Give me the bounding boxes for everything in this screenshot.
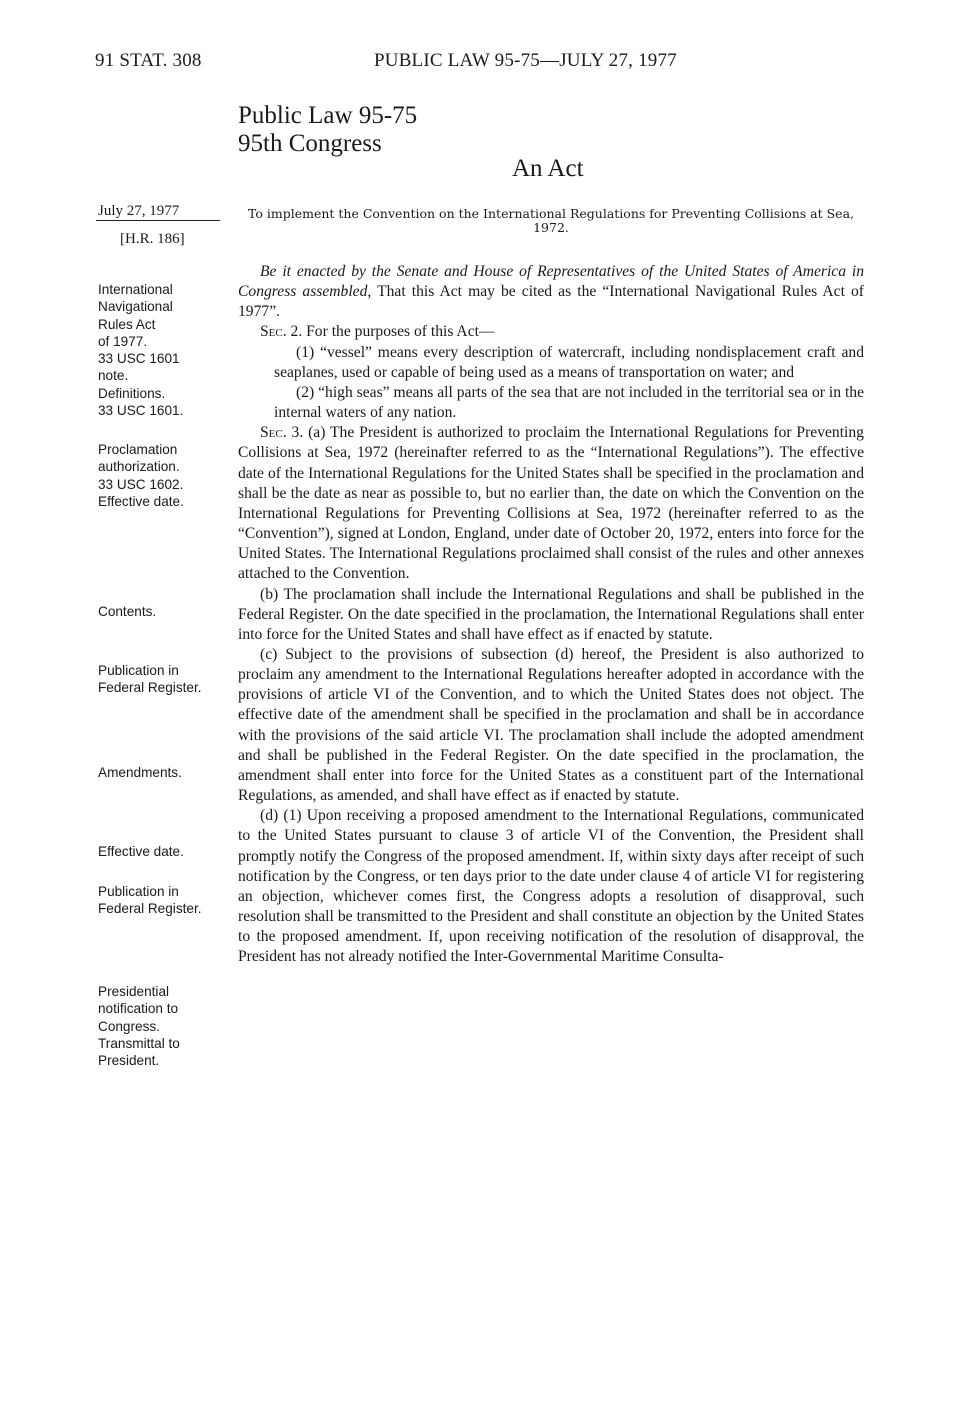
- law-designation: [238, 102, 417, 158]
- margin-note-contents: Contents.: [98, 604, 157, 619]
- short-title-text: That this Act may be cited as the “International Navigational Rules Act of 1977”.: [238, 283, 864, 321]
- section-3d: (d) (1) Upon receiving a proposed amendment to the International Regulations, communicated to the United States pursuant to clause 3 of article VI of the Convention, the President shall promptly notify the Congress of the proposed amendment. If, within sixty days after receipt of such notification by the Congress, or ten days prior to the date under clause 4 of article VI for registering an objection, whichever comes first, the Congress adopts a resolution of disapproval, such resolution shall be transmitted to the President and shall constitute an objection by the United States to the proposed amendment. If, upon receiving notification of the resolution of disapproval, the President has not already notified the Inter-Governmental Maritime Consulta-: [238, 807, 864, 966]
- congress: 95th Congress: [238, 130, 382, 157]
- section-3c: (c) Subject to the provisions of subsection (d) hereof, the President is also authorized to proclaim any amendment to the International Regulations hereafter adopted in accordance with the provisions of article VI of the Convention, and to which the United States does not object. The effective date of the amendment shall be specified in the proclamation and shall be in accordance with the provisions of the said article VI. The proclamation shall include the adopted amendment and shall be published in the Federal Register. On the date specified in the proclamation, the amendment shall enter into force for the United States as a constituent part of the International Regulations, as amended, and shall have effect as if enacted by statute.: [238, 645, 864, 805]
- stat-citation: 91 STAT. 308: [95, 50, 202, 71]
- margin-note-short-title: International Navigational Rules Act of 1977. 33 USC 1601 note. Definitions. 33 USC 1601.: [98, 282, 184, 419]
- running-head: PUBLIC LAW 95-75—JULY 27, 1977: [374, 50, 677, 71]
- enacting-clause: [238, 262, 864, 322]
- bill-number: [H.R. 186]: [120, 231, 185, 247]
- public-law-number: Public Law 95-75: [238, 102, 418, 129]
- section-3b: (b) The proclamation shall include the International Regulations and shall be published in the Federal Register. On the date specified in the proclamation, the International Regulations shall enter into force for the United States and shall have effect as if enacted by statute.: [238, 585, 864, 643]
- definition-high-seas: (2) “high seas” means all parts of the sea that are not included in the territorial sea or in the internal waters of any nation.: [274, 383, 864, 422]
- statute-body: [238, 262, 864, 967]
- margin-note-publication: Publication in Federal Register.: [98, 663, 202, 696]
- enactment-date: July 27, 1977: [96, 202, 220, 221]
- margin-note-presidential-notification: Presidential notification to Congress. Transmittal to President.: [98, 984, 180, 1069]
- section-label: Sec. 2.: [260, 323, 303, 341]
- margin-note-publication-2: Publication in Federal Register.: [98, 884, 202, 917]
- section-label: Sec. 3.: [260, 424, 304, 442]
- definition-vessel: (1) “vessel” means every description of watercraft, including nondisplacement craft and seaplanes, used or capable of being used as a means of transportation on water; and: [274, 343, 864, 381]
- long-title: To implement the Convention on the International Regulations for Preventing Collisions at Sea, 1972.: [247, 206, 854, 235]
- margin-note-proclamation: Proclamation authorization. 33 USC 1602. Effective date.: [98, 442, 184, 509]
- enacting-formula: Be it enacted by the Senate and House of Representatives of the United States of America in Congress assembled,: [238, 263, 864, 301]
- margin-note-amendments: Amendments.: [98, 765, 182, 780]
- margin-note-effective-date: Effective date.: [98, 844, 184, 859]
- section-2: Sec. 2. For the purposes of this Act—: [260, 323, 495, 341]
- section-3a: Sec. 3. (a) The President is authorized to proclaim the International Regulations for Preventing Collisions at Sea, 1972 (hereinafter referred to as the “International Regulations”). The effective date of the International Regulations for the United States shall be specified in the proclamation and shall be the date as near as possible to, but no earlier than, the date on which the Convention on the International Regulations for Preventing Collisions at Sea, 1972 (hereinafter referred to as the “Convention”), signed at London, England, under date of October 20, 1972, enters into force for the United States. The International Regulations proclaimed shall consist of the rules and other annexes attached to the Convention.: [238, 424, 864, 583]
- act-heading: An Act: [512, 155, 584, 182]
